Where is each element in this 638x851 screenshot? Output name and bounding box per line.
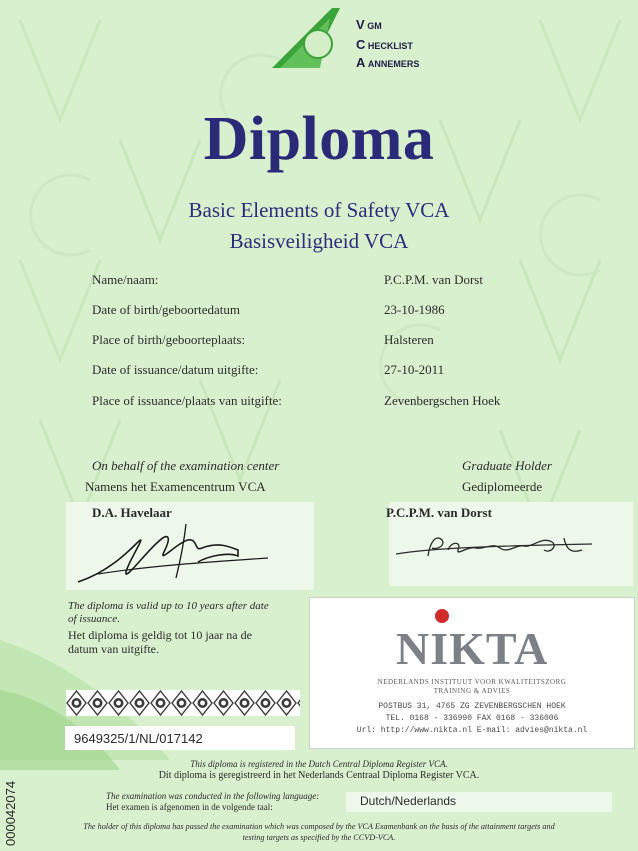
diploma-number: 9649325/1/NL/017142 (74, 731, 203, 746)
footer-en-line2: testing targets as specified by the CCVD-VCA. (242, 833, 396, 842)
logo-line-vgm: V GM (356, 17, 382, 32)
left-signature-icon (68, 512, 308, 590)
nikta-tagline-1: NEDERLANDS INSTITUUT VOOR KWALITEITSZORG (377, 678, 567, 686)
language-value: Dutch/Nederlands (360, 794, 457, 808)
language-label-nl: Het examen is afgenomen in de volgende taal: (106, 802, 273, 812)
vca-logo-icon (270, 4, 350, 72)
right-signatory-heading-nl: Gediplomeerde (462, 479, 543, 494)
left-signatory-heading-en: On behalf of the examination center (92, 458, 280, 473)
register-nl: Dit diploma is geregistreerd in het Nederlands Centraal Diploma Register VCA. (158, 770, 480, 781)
left-signatory-heading-nl: Namens het Examencentrum VCA (85, 479, 266, 494)
footer-en-line1: The holder of this diploma has passed the examination which was composed by the VCA Examenbank on the basis of the attainment targets and (83, 822, 555, 831)
register-en: This diploma is registered in the Dutch Central Diploma Register VCA. (190, 759, 448, 769)
field-value-issue-date: 27-10-2011 (384, 362, 445, 377)
validity-nl-line1: Het diploma is geldig tot 10 jaar na de (68, 628, 252, 642)
right-signatory-heading-en: Graduate Holder (462, 458, 552, 473)
field-label-issue-place: Place of issuance/plaats van uitgifte: (92, 393, 282, 408)
nikta-address-2: TEL. 0168 - 336990 FAX 0168 - 336006 (385, 714, 559, 723)
subtitle-english: Basic Elements of Safety VCA (188, 198, 450, 222)
nikta-tagline-2: TRAINING & ADVIES (433, 687, 511, 695)
validity-en-line1: The diploma is valid up to 10 years after date (68, 600, 269, 612)
side-serial-number: 000042074 (3, 780, 18, 846)
field-label-name: Name/naam: (92, 272, 159, 287)
nikta-logo-word: NIKTA (396, 623, 549, 674)
nikta-panel (309, 597, 635, 749)
field-label-dob: Date of birth/geboortedatum (92, 302, 241, 317)
logo-line-checklist: C HECKLIST (356, 37, 413, 52)
nikta-dot-icon (435, 609, 449, 623)
logo-line-aannemers: A ANNEMERS (356, 55, 420, 70)
field-value-issue-place: Zevenbergschen Hoek (384, 393, 501, 408)
subtitle-dutch: Basisveiligheid VCA (229, 229, 409, 253)
nikta-address-1: POSTBUS 31, 4765 ZG ZEVENBERGSCHEN HOEK (378, 702, 566, 711)
security-seal-strip-icon (66, 690, 300, 716)
field-value-name: P.C.P.M. van Dorst (384, 272, 483, 287)
validity-en-line2: of issuance. (68, 613, 120, 625)
right-signatory-name: P.C.P.M. van Dorst (386, 505, 492, 520)
left-signatory-name: D.A. Havelaar (92, 505, 172, 520)
nikta-address-3: Url: http://www.nikta.nl E-mail: advies@nikta.nl (356, 726, 588, 735)
field-value-pob: Halsteren (384, 332, 434, 347)
field-label-pob: Place of birth/geboorteplaats: (92, 332, 246, 347)
validity-nl-line2: datum van uitgifte. (68, 642, 159, 656)
language-label-en: The examination was conducted in the following language: (106, 791, 320, 801)
field-value-dob: 23-10-1986 (384, 302, 445, 317)
field-label-issue-date: Date of issuance/datum uitgifte: (92, 362, 259, 377)
right-signature-icon (392, 528, 632, 568)
diploma-title: Diploma (203, 105, 435, 173)
